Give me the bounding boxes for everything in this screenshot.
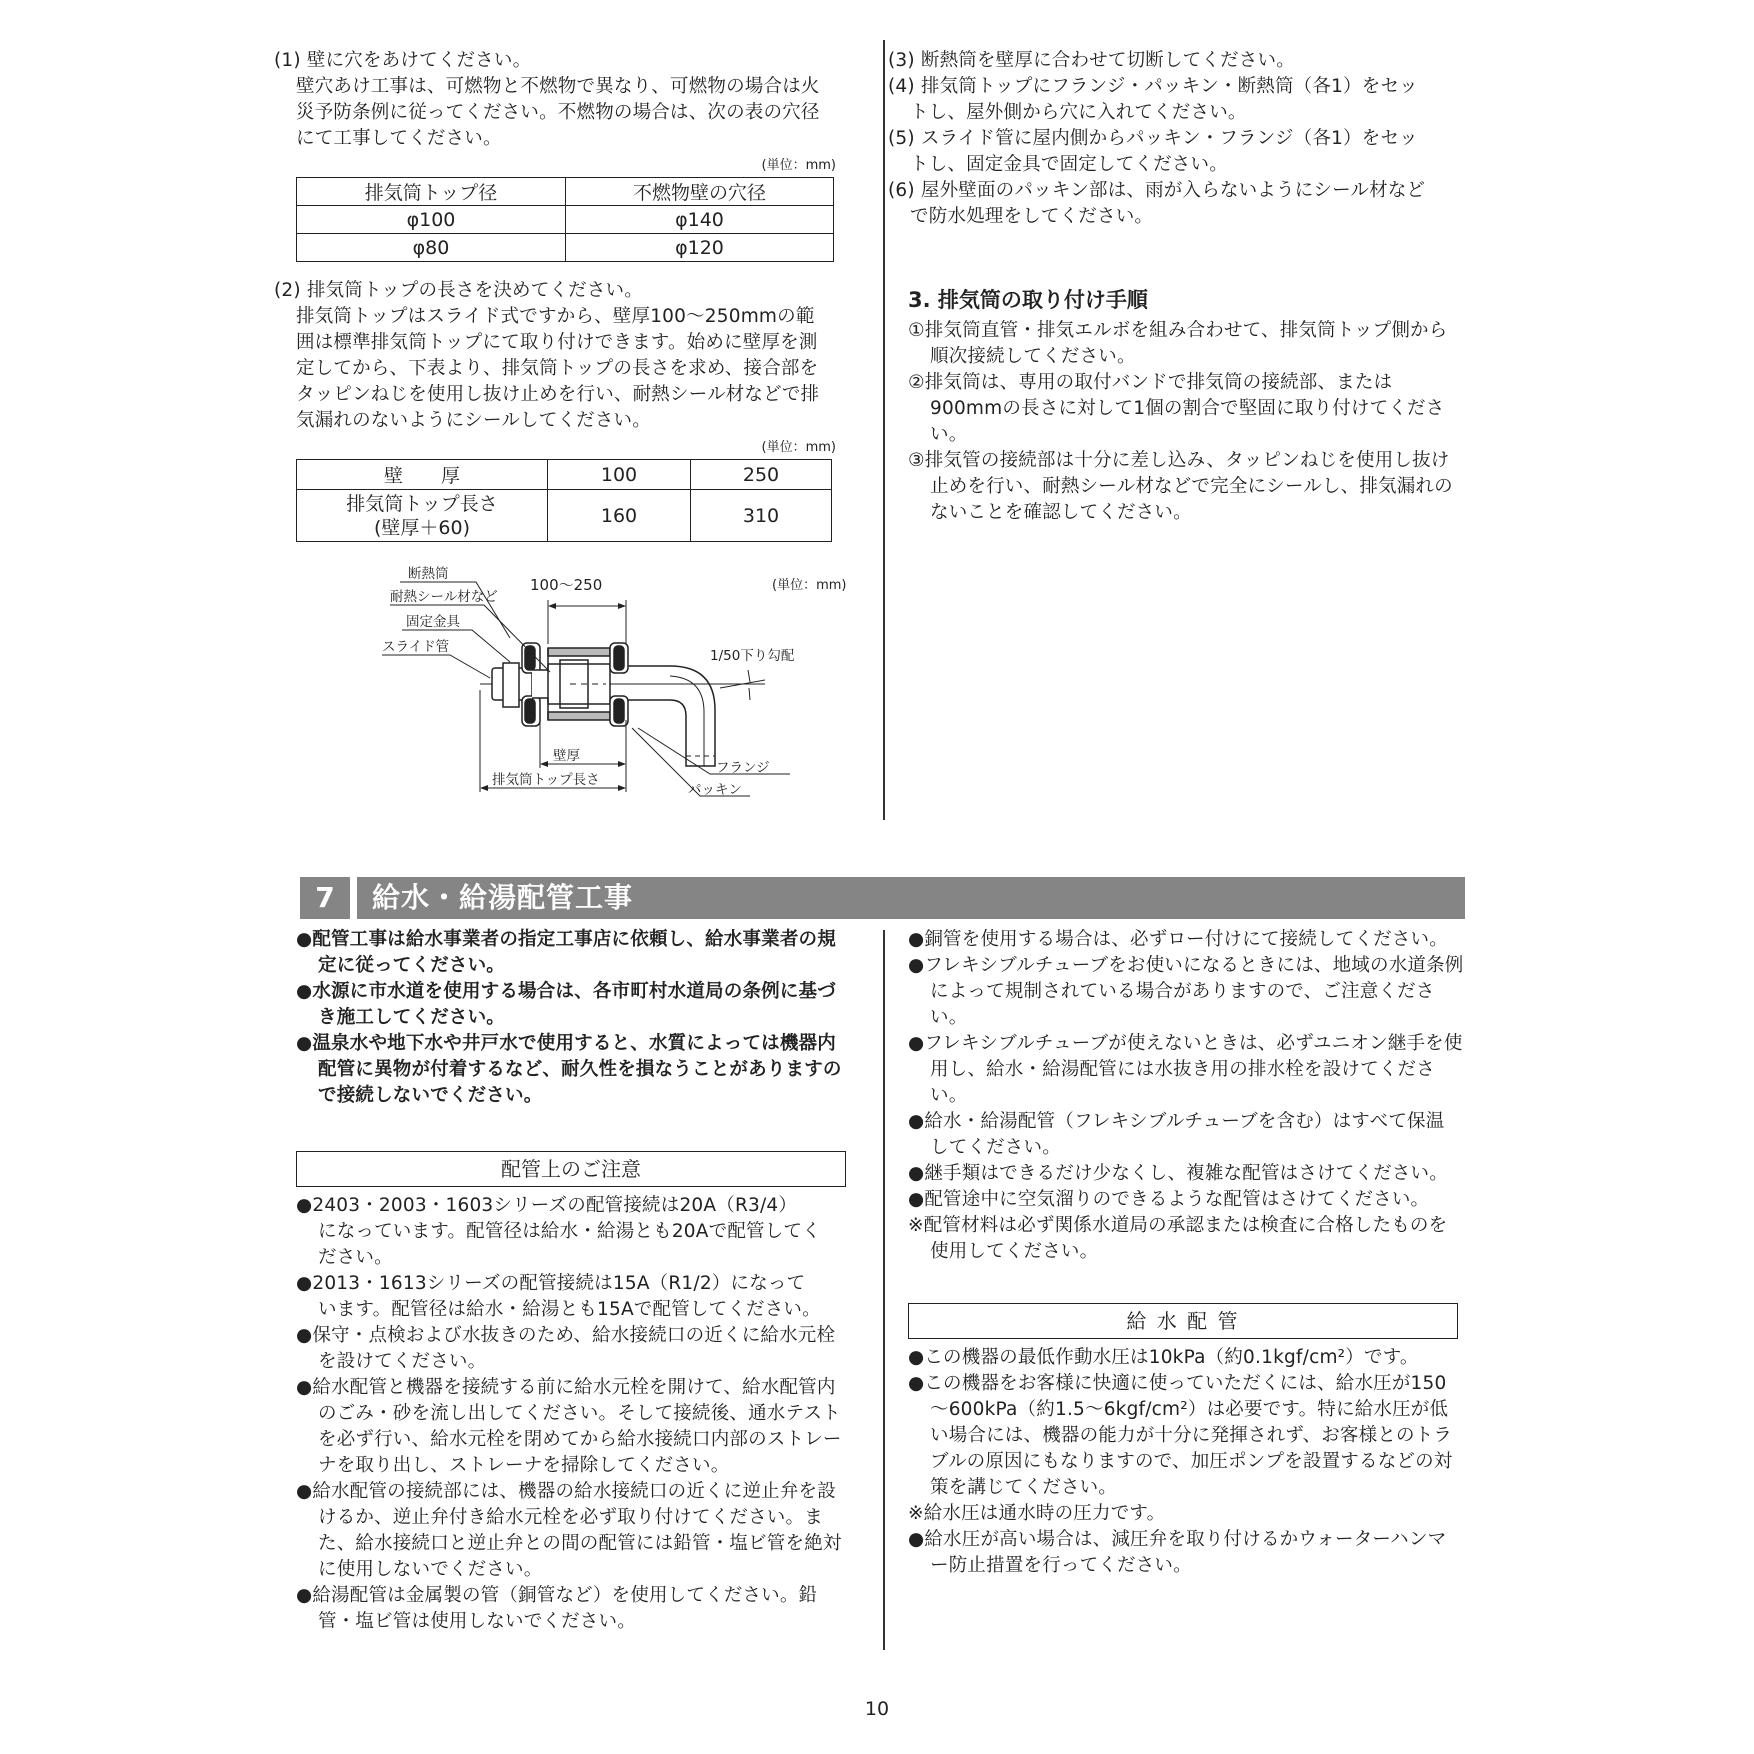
top-length-section bbox=[274, 278, 856, 542]
bold-bullet-line: ●水源に市水道を使用する場合は、各市町村水道局の条例に基づ bbox=[296, 981, 836, 1002]
column-divider bbox=[883, 930, 885, 1650]
step2-line: 囲は標準排気筒トップにて取り付けできます。始めに壁厚を測 bbox=[296, 332, 818, 353]
procedure-line: 900mmの長さに対して1個の割合で堅固に取り付けてください。 bbox=[930, 398, 1445, 445]
step-line: トし、屋外側から穴に入れてください。 bbox=[910, 102, 1247, 123]
table-row bbox=[297, 178, 834, 206]
unit-note: (単位：mm) bbox=[761, 440, 836, 455]
wall-hole-section bbox=[274, 48, 856, 262]
section-7-left bbox=[296, 927, 856, 1635]
procedure-line: ないことを確認してください。 bbox=[930, 502, 1192, 523]
caution-line: けるか、逆止弁付き給水元栓を必ず取り付けてください。ま bbox=[318, 1507, 823, 1528]
table-row bbox=[297, 460, 832, 490]
caution-line: ●保守・点検および水抜きのため、給水接続口の近くに給水元栓 bbox=[296, 1325, 836, 1346]
piping-note-line: ●フレキシブルチューブが使えないときは、必ずユニオン継手を使 bbox=[908, 1033, 1463, 1054]
label-range: 100～250 bbox=[530, 576, 603, 594]
caution-line: ●給湯配管は金属製の管（銅管など）を使用してください。鉛 bbox=[296, 1585, 818, 1606]
step-line: (5) スライド管に屋内側からパッキン・フランジ（各1）をセッ bbox=[888, 128, 1418, 149]
table-cell: 160 bbox=[548, 490, 691, 542]
supply-line: 策を講じてください。 bbox=[930, 1477, 1118, 1498]
table-row bbox=[297, 206, 834, 234]
table-cell: φ120 bbox=[566, 234, 834, 262]
table-row bbox=[297, 234, 834, 262]
piping-note-line: 用し、給水・給湯配管には水抜き用の排水栓を設けてください。 bbox=[930, 1059, 1435, 1106]
table-cell: 310 bbox=[691, 490, 832, 542]
caution-line: た、給水接続口と逆止弁との間の配管には鉛管・塩ビ管を絶対 bbox=[318, 1533, 842, 1554]
step-line: トし、固定金具で固定してください。 bbox=[910, 154, 1228, 175]
piping-note-line: 使用してください。 bbox=[930, 1241, 1099, 1262]
water-supply-heading: 給 水 配 管 bbox=[908, 1303, 1458, 1339]
procedure-line: ③排気管の接続部は十分に差し込み、タッピンねじを使用し抜け bbox=[908, 450, 1450, 471]
install-steps bbox=[888, 48, 1470, 230]
supply-line: ●この機器をお客様に快適に使っていただくには、給水圧が150 bbox=[908, 1373, 1447, 1394]
caution-line: ●2013・1613シリーズの配管接続は15A（R1/2）になって bbox=[296, 1273, 806, 1294]
label-wall-thickness: 壁厚 bbox=[553, 748, 580, 764]
label-flange: フランジ bbox=[716, 760, 770, 776]
row-label-line: 排気筒トップ長さ bbox=[346, 492, 498, 515]
piping-note-line: してください。 bbox=[930, 1137, 1061, 1158]
piping-note-line: ●フレキシブルチューブをお使いになるときには、地域の水道条例 bbox=[908, 955, 1464, 976]
step2-line: 排気筒トップはスライド式ですから、壁厚100～250mmの範 bbox=[296, 306, 815, 327]
supply-line: ※給水圧は通水時の圧力です。 bbox=[908, 1503, 1166, 1524]
caution-line: を必ず行い、給水元栓を閉めてから給水接続口内部のストレー bbox=[318, 1429, 842, 1450]
caution-line: ●給水配管と機器を接続する前に給水元栓を開けて、給水配管内 bbox=[296, 1377, 836, 1398]
section-3-title: 3. 排気筒の取り付け手順 bbox=[908, 288, 1148, 312]
step-line: (3) 断熱筒を壁厚に合わせて切断してください。 bbox=[888, 50, 1295, 71]
label-slide-pipe: スライド管 bbox=[382, 639, 450, 655]
table-header bbox=[297, 490, 548, 542]
label-slope: 1/50下り勾配 bbox=[710, 648, 795, 664]
table-header: 排気筒トップ径 bbox=[297, 178, 566, 206]
piping-note-line: ●銅管を使用する場合は、必ずロー付けにて接続してください。 bbox=[908, 929, 1448, 950]
step1-line: 壁穴あけ工事は、可燃物と不燃物で異なり、可燃物の場合は火 bbox=[296, 76, 820, 97]
label-insulation-tube: 断熱筒 bbox=[408, 566, 449, 582]
page-number: 10 bbox=[864, 1698, 890, 1720]
bold-bullet-line: 配管に異物が付着するなど、耐久性を損なうことがありますの bbox=[318, 1059, 842, 1080]
caution-heading: 配管上のご注意 bbox=[296, 1151, 846, 1187]
step-line: (4) 排気筒トップにフランジ・パッキン・断熱筒（各1）をセッ bbox=[888, 76, 1418, 97]
label-fixing-bracket: 固定金具 bbox=[406, 614, 460, 630]
column-divider bbox=[883, 40, 885, 820]
step1-line: 災予防条例に従ってください。不燃物の場合は、次の表の穴径 bbox=[296, 102, 820, 123]
caution-line: います。配管径は給水・給湯とも15Aで配管してください。 bbox=[318, 1299, 821, 1320]
piping-note-line: ※配管材料は必ず関係水道局の承認または検査に合格したものを bbox=[908, 1215, 1448, 1236]
piping-note-line: ●給水・給湯配管（フレキシブルチューブを含む）はすべて保温 bbox=[908, 1111, 1445, 1132]
table-cell: 100 bbox=[548, 460, 691, 490]
table-cell: φ80 bbox=[297, 234, 566, 262]
table-cell: 250 bbox=[691, 460, 832, 490]
table-row bbox=[297, 490, 832, 542]
caution-line: ださい。 bbox=[318, 1247, 393, 1268]
table-header: 壁 厚 bbox=[297, 460, 548, 490]
supply-line: ー防止措置を行ってください。 bbox=[930, 1555, 1192, 1576]
piping-note-line: ●継手類はできるだけ少なくし、複雑な配管はさけてください。 bbox=[908, 1163, 1448, 1184]
caution-line: に使用しないでください。 bbox=[318, 1559, 543, 1580]
step-line: で防水処理をしてください。 bbox=[910, 206, 1154, 227]
bold-bullet-line: 定に従ってください。 bbox=[318, 955, 506, 976]
caution-line: ●給水配管の接続部には、機器の給水接続口の近くに逆止弁を設 bbox=[296, 1481, 836, 1502]
step2-line: 定してから、下表より、排気筒トップの長さを求め、接合部を bbox=[296, 358, 819, 379]
procedure-line: 止めを行い、耐熱シール材などで完全にシールし、排気漏れの bbox=[930, 476, 1453, 497]
step2-line: 気漏れのないようにシールしてください。 bbox=[296, 410, 651, 431]
caution-line: になっています。配管径は給水・給湯とも20Aで配管してく bbox=[318, 1221, 821, 1242]
table-cell: φ140 bbox=[566, 206, 834, 234]
section-7-right bbox=[908, 927, 1470, 1579]
row-label-line: (壁厚＋60) bbox=[373, 516, 470, 539]
procedure-line: 順次接続してください。 bbox=[930, 346, 1136, 367]
label-heat-seal: 耐熱シール材など bbox=[390, 589, 498, 605]
table-cell: φ100 bbox=[297, 206, 566, 234]
piping-note-line: ●配管途中に空気溜りのできるような配管はさけてください。 bbox=[908, 1189, 1430, 1210]
supply-line: ●給水圧が高い場合は、減圧弁を取り付けるかウォーターハンマ bbox=[908, 1529, 1447, 1550]
caution-line: ナを取り出し、ストレーナを掃除してください。 bbox=[318, 1455, 730, 1476]
step1-title: (1) 壁に穴をあけてください。 bbox=[274, 50, 532, 71]
bold-bullet-line: き施工してください。 bbox=[318, 1007, 506, 1028]
supply-line: ブルの原因にもなりますので、加圧ポンプを設置するなどの対 bbox=[930, 1451, 1453, 1472]
wall-thickness-table bbox=[296, 459, 832, 542]
bold-bullet-line: で接続しないでください。 bbox=[318, 1085, 543, 1106]
section-3 bbox=[908, 284, 1468, 526]
procedure-line: ②排気筒は、専用の取付バンドで排気筒の接続部、または bbox=[908, 372, 1393, 393]
step2-line: タッピンねじを使用し抜け止めを行い、耐熱シール材などで排 bbox=[296, 384, 820, 405]
section-7-number: 7 bbox=[315, 881, 335, 914]
label-top-length: 排気筒トップ長さ bbox=[492, 772, 600, 788]
section-7-title: 給水・給湯配管工事 bbox=[372, 881, 634, 914]
caution-line: 管・塩ビ管は使用しないでください。 bbox=[318, 1611, 636, 1632]
supply-line: ～600kPa（約1.5～6kgf/cm²）は必要です。特に給水圧が低 bbox=[930, 1399, 1449, 1420]
supply-line: ●この機器の最低作動水圧は10kPa（約0.1kgf/cm²）です。 bbox=[908, 1347, 1419, 1368]
unit-note: (単位：mm) bbox=[761, 158, 836, 173]
step-line: (6) 屋外壁面のパッキン部は、雨が入らないようにシール材など bbox=[888, 180, 1426, 201]
diagram-unit: (単位：mm) bbox=[772, 578, 847, 593]
section-7-separator bbox=[350, 877, 357, 919]
caution-line: のごみ・砂を流し出してください。そして接続後、通水テスト bbox=[318, 1403, 841, 1424]
caution-line: ●2403・2003・1603シリーズの配管接続は20A（R3/4） bbox=[296, 1195, 798, 1216]
bold-bullet-line: ●温泉水や地下水や井戸水で使用すると、水質によっては機器内 bbox=[296, 1033, 836, 1054]
supply-line: い場合には、機器の能力が十分に発揮されず、お客様とのトラ bbox=[930, 1425, 1453, 1446]
step2-title: (2) 排気筒トップの長さを決めてください。 bbox=[274, 280, 643, 301]
table-header: 不燃物壁の穴径 bbox=[566, 178, 834, 206]
piping-note-line: によって規制されている場合がありますので、ご注意ください。 bbox=[930, 981, 1435, 1028]
hole-size-table bbox=[296, 177, 834, 262]
procedure-line: ①排気筒直管・排気エルボを組み合わせて、排気筒トップ側から bbox=[908, 320, 1448, 341]
label-packing: パッキン bbox=[688, 782, 742, 798]
caution-line: を設けてください。 bbox=[318, 1351, 487, 1372]
bold-bullet-line: ●配管工事は給水事業者の指定工事店に依頼し、給水事業者の規 bbox=[296, 929, 836, 950]
step1-line: にて工事してください。 bbox=[296, 128, 502, 149]
exhaust-top-diagram bbox=[370, 560, 850, 810]
